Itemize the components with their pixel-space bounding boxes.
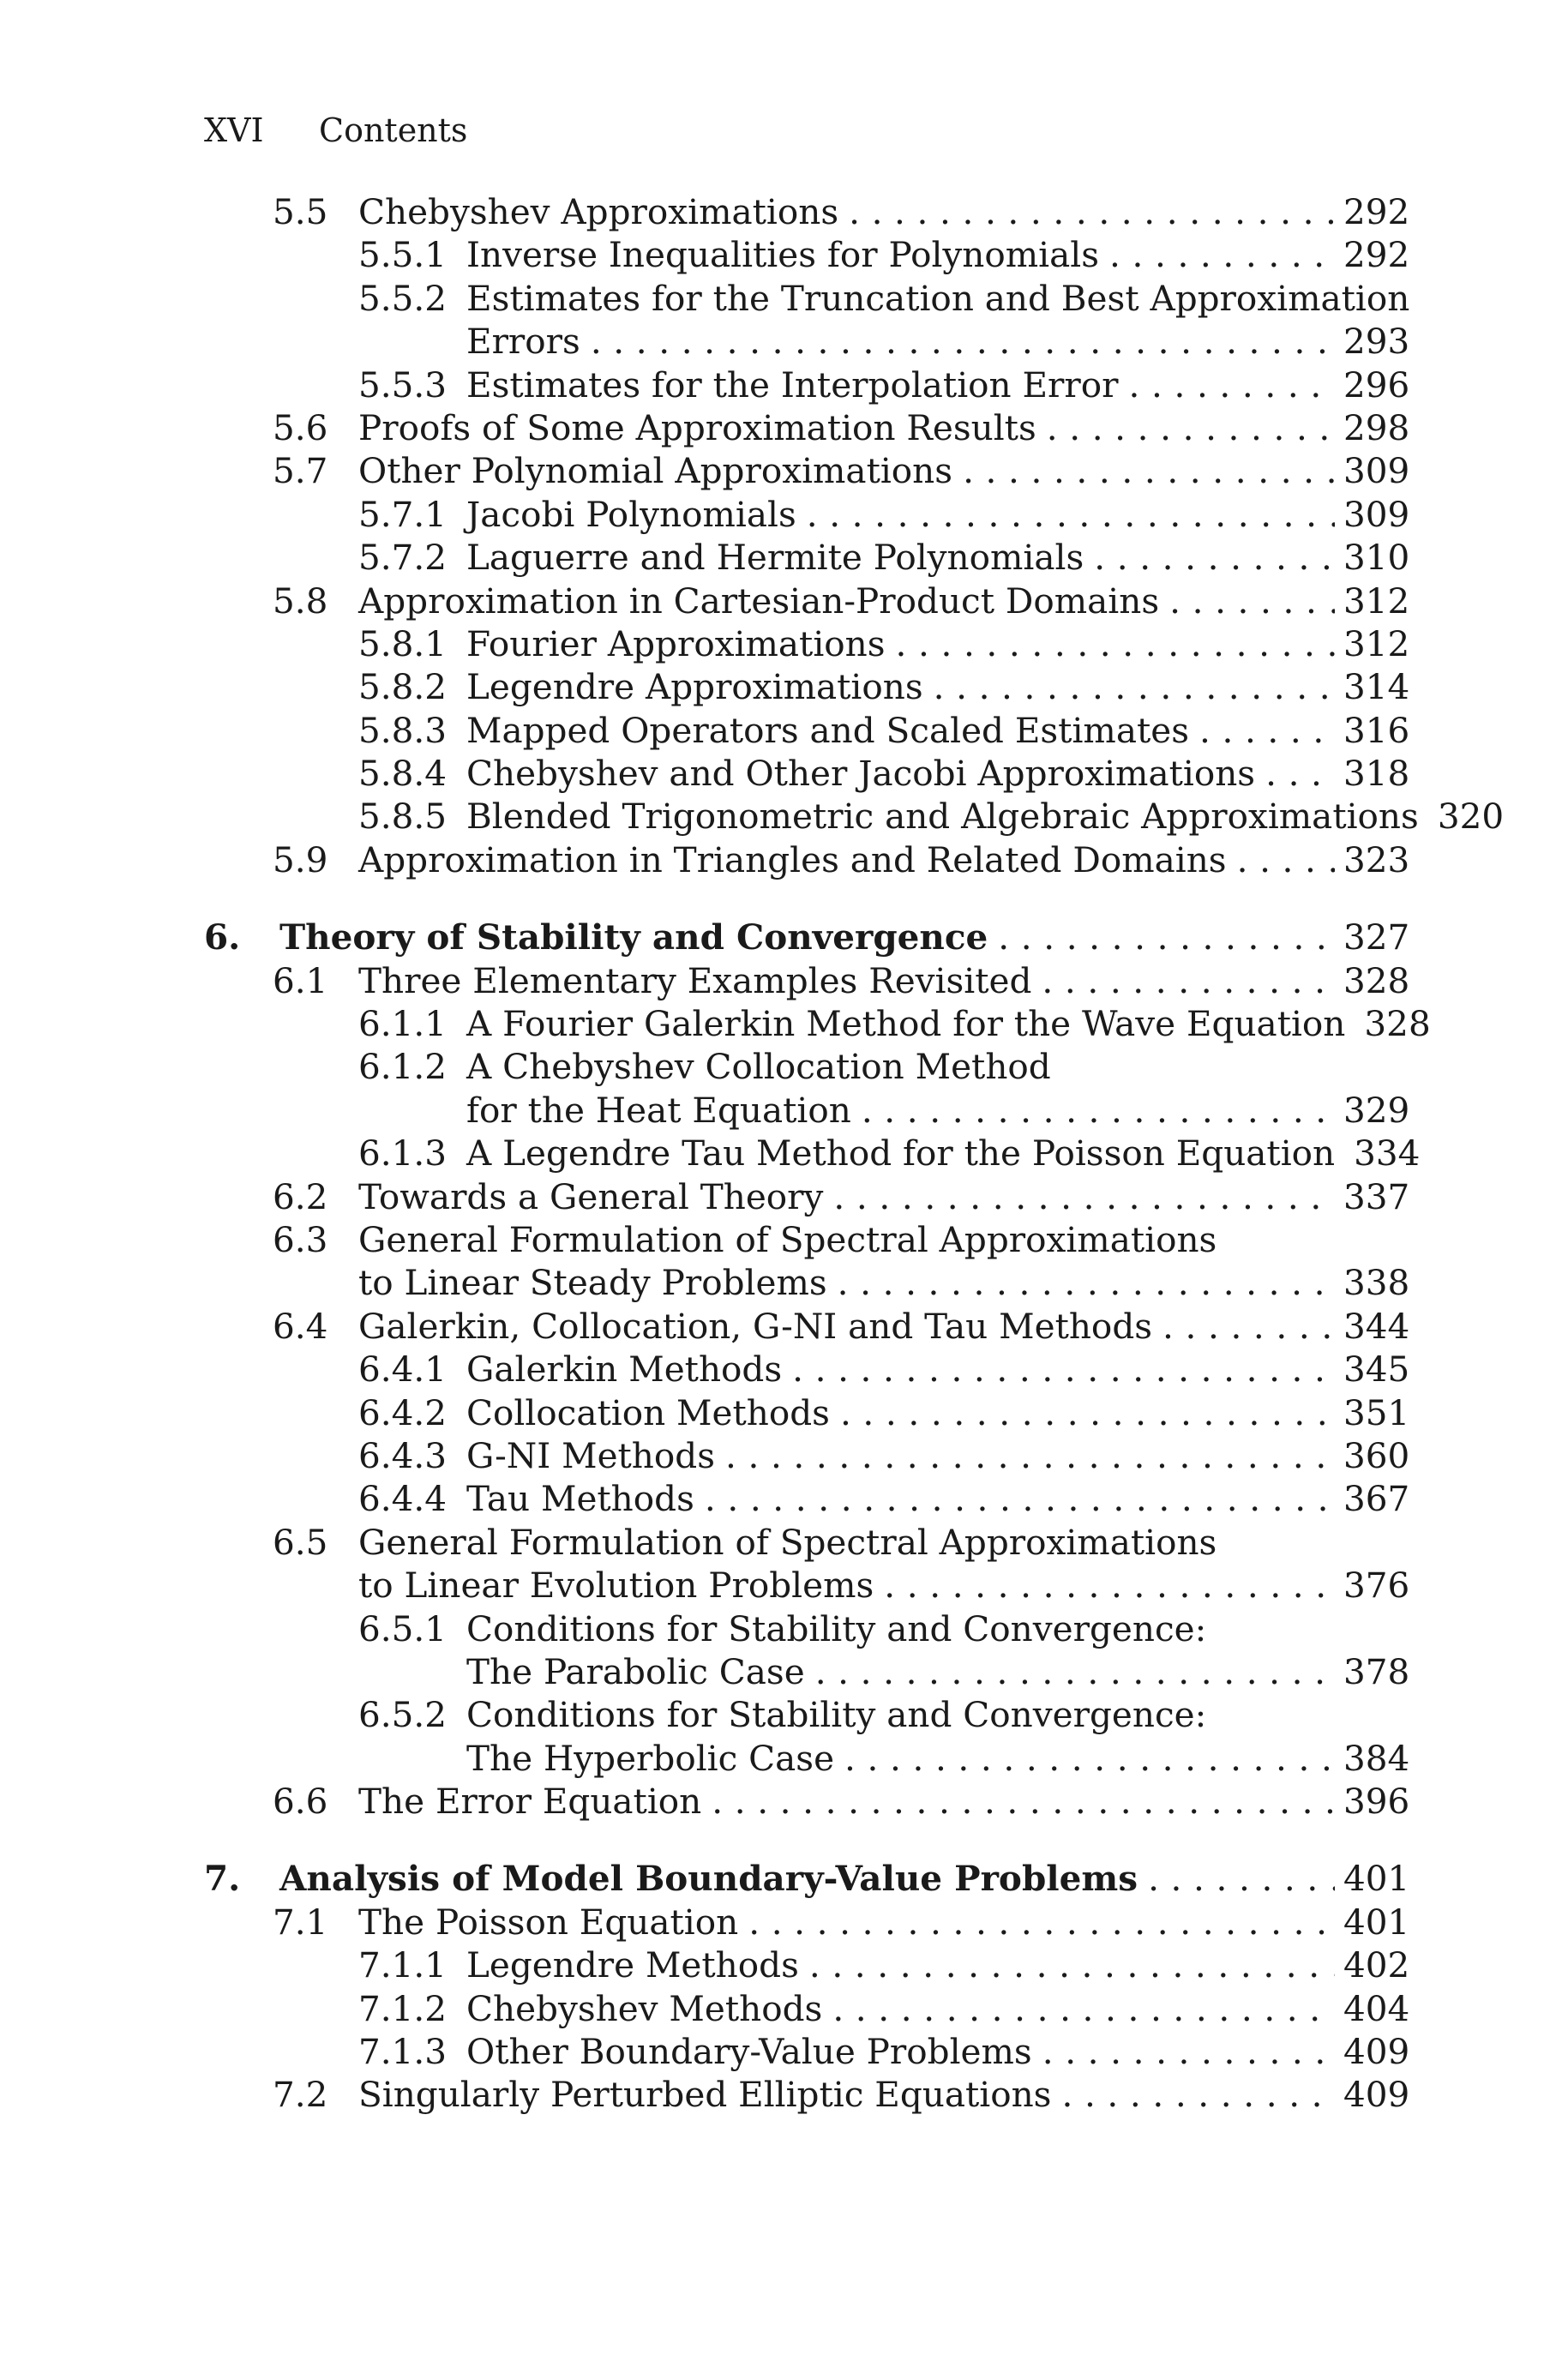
entry-number: 7.1.1 bbox=[358, 1944, 448, 1986]
dot-leader bbox=[591, 320, 1335, 363]
entry-title: Singularly Perturbed Elliptic Equations bbox=[358, 2074, 1052, 2116]
entry-page: 292 bbox=[1343, 191, 1410, 232]
entry-title: to Linear Evolution Problems bbox=[358, 1565, 874, 1607]
entry-title: Tau Methods bbox=[466, 1478, 694, 1520]
entry-page: 320 bbox=[1437, 796, 1505, 838]
dot-leader bbox=[844, 1737, 1335, 1780]
entry-page: 345 bbox=[1343, 1349, 1410, 1391]
dot-leader bbox=[1162, 1305, 1335, 1348]
toc-entry[interactable] bbox=[204, 1521, 1400, 1564]
entry-page: 309 bbox=[1343, 493, 1410, 535]
toc-entry[interactable] bbox=[204, 1218, 1400, 1261]
entry-title: Approximation in Cartesian-Product Domains bbox=[358, 580, 1160, 622]
dot-leader bbox=[862, 1089, 1335, 1132]
chapter-gap bbox=[204, 881, 1400, 916]
toc-entry[interactable] bbox=[204, 2030, 1410, 2073]
entry-title: Proofs of Some Approximation Results bbox=[358, 406, 1036, 448]
entry-number: 6.5.1 bbox=[358, 1607, 448, 1649]
toc-chapter-6[interactable] bbox=[204, 916, 1410, 958]
entry-title: Fourier Approximations bbox=[466, 622, 886, 664]
entry-page: 334 bbox=[1354, 1132, 1421, 1174]
entry-number: 7.2 bbox=[273, 2074, 328, 2116]
entry-number: 5.7.2 bbox=[358, 537, 448, 579]
entry-title: A Legendre Tau Method for the Poisson Equation bbox=[466, 1132, 1336, 1174]
chapter-number: 6. bbox=[204, 916, 241, 958]
entry-page: 401 bbox=[1343, 1901, 1410, 1943]
entry-page: 316 bbox=[1343, 709, 1410, 751]
toc-entry[interactable] bbox=[204, 795, 1505, 838]
chapter-title: Theory of Stability and Convergence bbox=[279, 916, 988, 958]
dot-leader bbox=[1042, 959, 1335, 1002]
dot-leader bbox=[1169, 580, 1335, 622]
entry-title: The Parabolic Case bbox=[466, 1650, 805, 1692]
entry-number: 6.4.4 bbox=[358, 1478, 448, 1520]
entry-page: 367 bbox=[1343, 1478, 1410, 1520]
entry-number: 5.7 bbox=[273, 450, 328, 492]
entry-title: Errors bbox=[466, 321, 580, 363]
dot-leader bbox=[1237, 838, 1335, 881]
toc-entry[interactable] bbox=[204, 709, 1410, 752]
toc-entry[interactable] bbox=[204, 1045, 1400, 1088]
dot-leader bbox=[832, 1987, 1335, 2030]
dot-leader bbox=[838, 1261, 1335, 1304]
entry-page: 344 bbox=[1343, 1305, 1410, 1347]
dot-leader bbox=[1199, 709, 1335, 752]
dot-leader bbox=[1061, 2073, 1335, 2116]
entry-number: 5.9 bbox=[273, 838, 328, 880]
entry-title: The Hyperbolic Case bbox=[466, 1737, 835, 1779]
entry-title: Estimates for the Interpolation Error bbox=[466, 363, 1119, 406]
entry-page: 293 bbox=[1343, 321, 1410, 363]
dot-leader bbox=[963, 449, 1335, 492]
table-of-contents bbox=[204, 190, 1505, 2117]
dot-leader bbox=[705, 1477, 1335, 1520]
entry-number: 5.5 bbox=[273, 191, 328, 232]
toc-entry[interactable] bbox=[204, 622, 1410, 665]
entry-number: 6.4 bbox=[273, 1305, 328, 1347]
entry-page: 401 bbox=[1343, 1858, 1410, 1900]
dot-leader bbox=[896, 622, 1335, 665]
toc-entry[interactable] bbox=[204, 1002, 1431, 1045]
entry-page: 409 bbox=[1343, 2074, 1410, 2116]
entry-number: 6.4.1 bbox=[358, 1349, 448, 1391]
entry-page: 360 bbox=[1343, 1434, 1410, 1476]
entry-number: 5.5.2 bbox=[358, 277, 448, 319]
entry-number: 5.8 bbox=[273, 580, 328, 622]
entry-title: Galerkin Methods bbox=[466, 1349, 783, 1391]
toc-entry[interactable] bbox=[204, 2073, 1410, 2116]
entry-page: 318 bbox=[1343, 753, 1410, 795]
entry-page: 402 bbox=[1343, 1944, 1410, 1986]
toc-entry[interactable] bbox=[204, 838, 1410, 881]
toc-entry[interactable] bbox=[204, 959, 1410, 1002]
dot-leader bbox=[1265, 752, 1335, 795]
entry-number: 6.6 bbox=[273, 1781, 328, 1823]
entry-number: 6.5.2 bbox=[358, 1694, 448, 1736]
chapter-number: 7. bbox=[204, 1858, 241, 1900]
dot-leader bbox=[792, 1348, 1335, 1391]
entry-title: Inverse Inequalities for Polynomials bbox=[466, 234, 1100, 276]
entry-number: 5.5.3 bbox=[358, 363, 448, 406]
toc-entry[interactable] bbox=[204, 1175, 1410, 1218]
toc-entry-continuation[interactable] bbox=[204, 1650, 1410, 1693]
entry-number: 6.1.3 bbox=[358, 1132, 448, 1174]
dot-leader bbox=[809, 1943, 1335, 1986]
entry-title: General Formulation of Spectral Approximations bbox=[358, 1218, 1217, 1260]
toc-entry[interactable] bbox=[204, 1987, 1410, 2030]
entry-title: Towards a General Theory bbox=[358, 1175, 824, 1217]
dot-leader bbox=[1109, 233, 1335, 276]
toc-entry[interactable] bbox=[204, 1348, 1410, 1391]
entry-number: 5.8.2 bbox=[358, 666, 448, 708]
entry-page: 309 bbox=[1343, 450, 1410, 492]
entry-number: 6.4.3 bbox=[358, 1434, 448, 1476]
toc-entry-continuation[interactable] bbox=[204, 320, 1410, 363]
entry-page: 384 bbox=[1343, 1737, 1410, 1779]
toc-entry[interactable] bbox=[204, 752, 1410, 795]
entry-title: Conditions for Stability and Convergence: bbox=[466, 1694, 1207, 1736]
running-head bbox=[204, 111, 467, 149]
dot-leader bbox=[815, 1650, 1335, 1693]
toc-entry[interactable] bbox=[204, 1943, 1410, 1986]
entry-title: Three Elementary Examples Revisited bbox=[358, 959, 1032, 1001]
entry-title: Approximation in Triangles and Related Domains bbox=[358, 838, 1227, 880]
entry-number: 5.8.3 bbox=[358, 709, 448, 751]
entry-number: 5.6 bbox=[273, 406, 328, 448]
dot-leader bbox=[1047, 406, 1335, 449]
dot-leader bbox=[934, 665, 1335, 708]
entry-number: 6.4.2 bbox=[358, 1391, 448, 1433]
toc-entry[interactable] bbox=[204, 665, 1410, 708]
entry-title: Estimates for the Truncation and Best Approximation bbox=[466, 277, 1410, 319]
entry-title: A Chebyshev Collocation Method bbox=[466, 1046, 1051, 1088]
running-title: Contents bbox=[319, 111, 468, 149]
entry-title: G-NI Methods bbox=[466, 1434, 715, 1476]
toc-entry[interactable] bbox=[204, 277, 1410, 320]
entry-page: 292 bbox=[1343, 234, 1410, 276]
toc-entry[interactable] bbox=[204, 1477, 1410, 1520]
dot-leader bbox=[1042, 2030, 1335, 2073]
toc-entry-continuation[interactable] bbox=[204, 1564, 1410, 1607]
entry-page: 337 bbox=[1343, 1175, 1410, 1217]
toc-entry-continuation[interactable] bbox=[204, 1089, 1410, 1132]
entry-number: 5.8.1 bbox=[358, 622, 448, 664]
entry-page: 323 bbox=[1343, 838, 1410, 880]
toc-entry[interactable] bbox=[204, 1607, 1400, 1650]
entry-title: Mapped Operators and Scaled Estimates bbox=[466, 709, 1189, 751]
dot-leader bbox=[748, 1901, 1335, 1943]
toc-entry[interactable] bbox=[204, 1780, 1410, 1823]
entry-title: Jacobi Polynomials bbox=[466, 493, 796, 535]
dot-leader bbox=[1129, 363, 1335, 406]
entry-title: for the Heat Equation bbox=[466, 1089, 851, 1131]
entry-title: Galerkin, Collocation, G-NI and Tau Methods bbox=[358, 1305, 1153, 1347]
entry-title: A Fourier Galerkin Method for the Wave Equation bbox=[466, 1003, 1346, 1045]
entry-title: Chebyshev Methods bbox=[466, 1987, 823, 2029]
entry-page: 376 bbox=[1343, 1565, 1410, 1607]
entry-number: 6.1.1 bbox=[358, 1003, 448, 1045]
entry-page: 404 bbox=[1343, 1987, 1410, 2029]
entry-title: Conditions for Stability and Convergence: bbox=[466, 1607, 1207, 1649]
entry-title: Chebyshev Approximations bbox=[358, 191, 839, 232]
entry-page: 328 bbox=[1343, 959, 1410, 1001]
entry-title: Other Polynomial Approximations bbox=[358, 450, 953, 492]
entry-title: Laguerre and Hermite Polynomials bbox=[466, 537, 1084, 579]
toc-entry[interactable] bbox=[204, 1132, 1421, 1174]
toc-entry[interactable] bbox=[204, 1693, 1400, 1736]
entry-page: 312 bbox=[1343, 580, 1410, 622]
chapter-gap bbox=[204, 1823, 1400, 1857]
entry-page: 338 bbox=[1343, 1262, 1410, 1304]
entry-number: 6.2 bbox=[273, 1175, 328, 1217]
entry-page: 409 bbox=[1343, 2031, 1410, 2073]
entry-number: 6.3 bbox=[273, 1218, 328, 1260]
toc-entry-continuation[interactable] bbox=[204, 1737, 1410, 1780]
entry-title: Chebyshev and Other Jacobi Approximations bbox=[466, 753, 1256, 795]
entry-number: 5.5.1 bbox=[358, 234, 448, 276]
entry-number: 7.1.3 bbox=[358, 2031, 448, 2073]
entry-page: 310 bbox=[1343, 537, 1410, 579]
toc-entry[interactable] bbox=[204, 1901, 1410, 1943]
entry-number: 6.1 bbox=[273, 959, 328, 1001]
toc-entry[interactable] bbox=[204, 493, 1410, 536]
entry-number: 6.1.2 bbox=[358, 1046, 448, 1088]
toc-entry[interactable] bbox=[204, 190, 1410, 233]
toc-entry[interactable] bbox=[204, 536, 1410, 579]
entry-page: 298 bbox=[1343, 406, 1410, 448]
toc-chapter-7[interactable] bbox=[204, 1857, 1410, 1900]
entry-page: 396 bbox=[1343, 1781, 1410, 1823]
dot-leader bbox=[849, 190, 1335, 233]
dot-leader bbox=[998, 916, 1335, 958]
entry-page: 312 bbox=[1343, 622, 1410, 664]
entry-page: 378 bbox=[1343, 1650, 1410, 1692]
entry-page: 296 bbox=[1343, 363, 1410, 406]
dot-leader bbox=[840, 1391, 1335, 1434]
entry-page: 327 bbox=[1343, 916, 1410, 958]
entry-title: Legendre Methods bbox=[466, 1944, 799, 1986]
dot-leader bbox=[1148, 1857, 1335, 1900]
toc-entry[interactable] bbox=[204, 580, 1410, 622]
entry-page: 314 bbox=[1343, 666, 1410, 708]
dot-leader bbox=[1094, 536, 1335, 579]
entry-title: to Linear Steady Problems bbox=[358, 1262, 827, 1304]
toc-entry[interactable] bbox=[204, 1391, 1410, 1434]
entry-title: Blended Trigonometric and Algebraic Approximations bbox=[466, 796, 1419, 838]
entry-title: The Error Equation bbox=[358, 1781, 702, 1823]
dot-leader bbox=[712, 1780, 1335, 1823]
dot-leader bbox=[833, 1175, 1335, 1218]
dot-leader bbox=[725, 1434, 1335, 1477]
entry-title: Other Boundary-Value Problems bbox=[466, 2031, 1032, 2073]
entry-number: 5.8.5 bbox=[358, 796, 448, 838]
entry-number: 6.5 bbox=[273, 1521, 328, 1563]
dot-leader bbox=[884, 1564, 1335, 1607]
entry-number: 7.1.2 bbox=[358, 1987, 448, 2029]
entry-page: 328 bbox=[1364, 1003, 1431, 1045]
entry-number: 5.7.1 bbox=[358, 493, 448, 535]
entry-number: 5.8.4 bbox=[358, 753, 448, 795]
toc-entry[interactable] bbox=[204, 363, 1410, 406]
entry-page: 329 bbox=[1343, 1089, 1410, 1131]
dot-leader bbox=[807, 493, 1335, 536]
toc-entry[interactable] bbox=[204, 406, 1410, 449]
entry-title: Legendre Approximations bbox=[466, 666, 923, 708]
entry-page: 351 bbox=[1343, 1391, 1410, 1433]
toc-entry[interactable] bbox=[204, 1305, 1410, 1348]
toc-entry[interactable] bbox=[204, 1434, 1410, 1477]
chapter-title: Analysis of Model Boundary-Value Problems bbox=[279, 1858, 1138, 1900]
entry-number: 7.1 bbox=[273, 1901, 328, 1943]
toc-entry[interactable] bbox=[204, 449, 1410, 492]
entry-title: Collocation Methods bbox=[466, 1391, 830, 1433]
entry-title: The Poisson Equation bbox=[358, 1901, 739, 1943]
toc-entry[interactable] bbox=[204, 233, 1410, 276]
page-numeral: XVI bbox=[204, 111, 264, 149]
entry-title: General Formulation of Spectral Approximations bbox=[358, 1521, 1217, 1563]
toc-entry-continuation[interactable] bbox=[204, 1261, 1410, 1304]
